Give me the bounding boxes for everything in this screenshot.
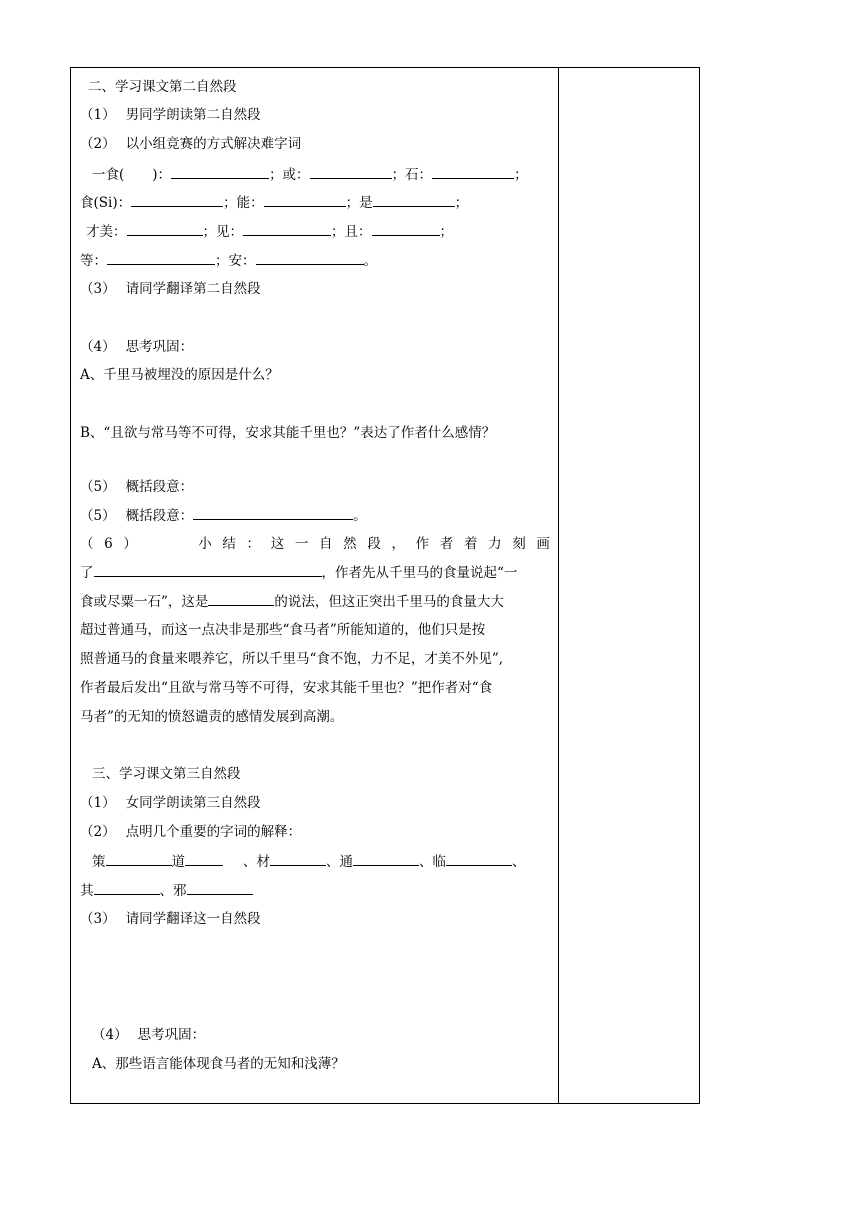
blank[interactable] xyxy=(106,852,172,866)
vocab-line-4: 等： ；安： 。 xyxy=(80,253,377,269)
sec3-item-3: （3） 请同学翻译这一自然段 xyxy=(80,911,261,927)
sec2-item-5b: （5） 概括段意： 。 xyxy=(80,508,367,524)
question-a: A、千里马被埋没的原因是什么？ xyxy=(80,367,279,383)
blank[interactable] xyxy=(264,193,346,207)
summary-line-5: 作者最后发出“且欲与常马等不可得，安求其能千里也？”把作者对“食 xyxy=(80,680,493,696)
sec2-item-2: （2） 以小组竞赛的方式解决难字词 xyxy=(80,136,302,152)
sec3-item-2: （2） 点明几个重要的字词的解释： xyxy=(80,824,302,840)
summary-line-6: 马者”的无知的愤怒谴责的感情发展到高潮。 xyxy=(80,709,344,725)
blank[interactable] xyxy=(208,592,274,606)
blank[interactable] xyxy=(432,165,514,179)
vocab-line-3: 才美： ；见： ；且： ； xyxy=(86,224,453,240)
summary-line-4: 照普通马的食量来喂养它，所以千里马“食不饱，力不足，才美不外见”, xyxy=(80,651,504,667)
blank[interactable] xyxy=(127,222,203,236)
column-divider xyxy=(558,67,559,1104)
blank[interactable] xyxy=(310,165,392,179)
vocab-line-1: 一食( )： ；或： ；石： ； xyxy=(92,167,528,183)
blank[interactable] xyxy=(270,852,326,866)
blank[interactable] xyxy=(193,506,353,520)
vocab-line-2: 食(Si)： ；能： ；是 ； xyxy=(80,195,469,211)
blank[interactable] xyxy=(171,165,269,179)
blank[interactable] xyxy=(373,193,455,207)
sec2-item-1: （1） 男同学朗读第二自然段 xyxy=(80,107,261,123)
blank[interactable] xyxy=(131,193,223,207)
blank[interactable] xyxy=(185,852,223,866)
blank[interactable] xyxy=(94,881,160,895)
summary-line-3: 超过普通马，而这一点决非是那些“食马者”所能知道的，他们只是按 xyxy=(80,622,486,638)
summary-heading-line: （ 6 ） 小 结 ： 这 一 自 然 段 ， 作 者 着 力 刻 画 xyxy=(80,536,550,552)
sec3-question-a: A、那些语言能体现食马者的无知和浅薄？ xyxy=(92,1056,345,1072)
section-2-heading: 二、学习课文第二自然段 xyxy=(88,79,237,95)
blank[interactable] xyxy=(372,222,440,236)
sec2-item-4: （4） 思考巩固： xyxy=(80,339,194,355)
summary-line-2: 食或尽粟一石”，这是 的说法，但这正突出千里马的食量大大 xyxy=(80,594,504,610)
sec2-item-3: （3） 请同学翻译第二自然段 xyxy=(80,281,261,297)
blank[interactable] xyxy=(243,222,331,236)
word-line-1: 策 道 、材 、通 、临 、 xyxy=(92,854,526,870)
blank[interactable] xyxy=(446,852,512,866)
sec3-item-4: （4） 思考巩固： xyxy=(92,1027,206,1043)
blank[interactable] xyxy=(94,563,322,577)
blank[interactable] xyxy=(353,852,419,866)
blank[interactable] xyxy=(256,251,364,265)
sec3-item-1: （1） 女同学朗读第三自然段 xyxy=(80,795,261,811)
blank[interactable] xyxy=(107,251,215,265)
question-b: B、“且欲与常马等不可得，安求其能千里也？”表达了作者什么感情？ xyxy=(80,425,496,441)
summary-line-1: 了 ，作者先从千里马的食量说起“一 xyxy=(80,565,518,581)
word-line-2: 其 、邪 xyxy=(80,881,253,900)
blank[interactable] xyxy=(187,881,253,895)
section-3-heading: 三、学习课文第三自然段 xyxy=(92,766,241,782)
sec2-item-5: （5） 概括段意： xyxy=(80,479,194,495)
